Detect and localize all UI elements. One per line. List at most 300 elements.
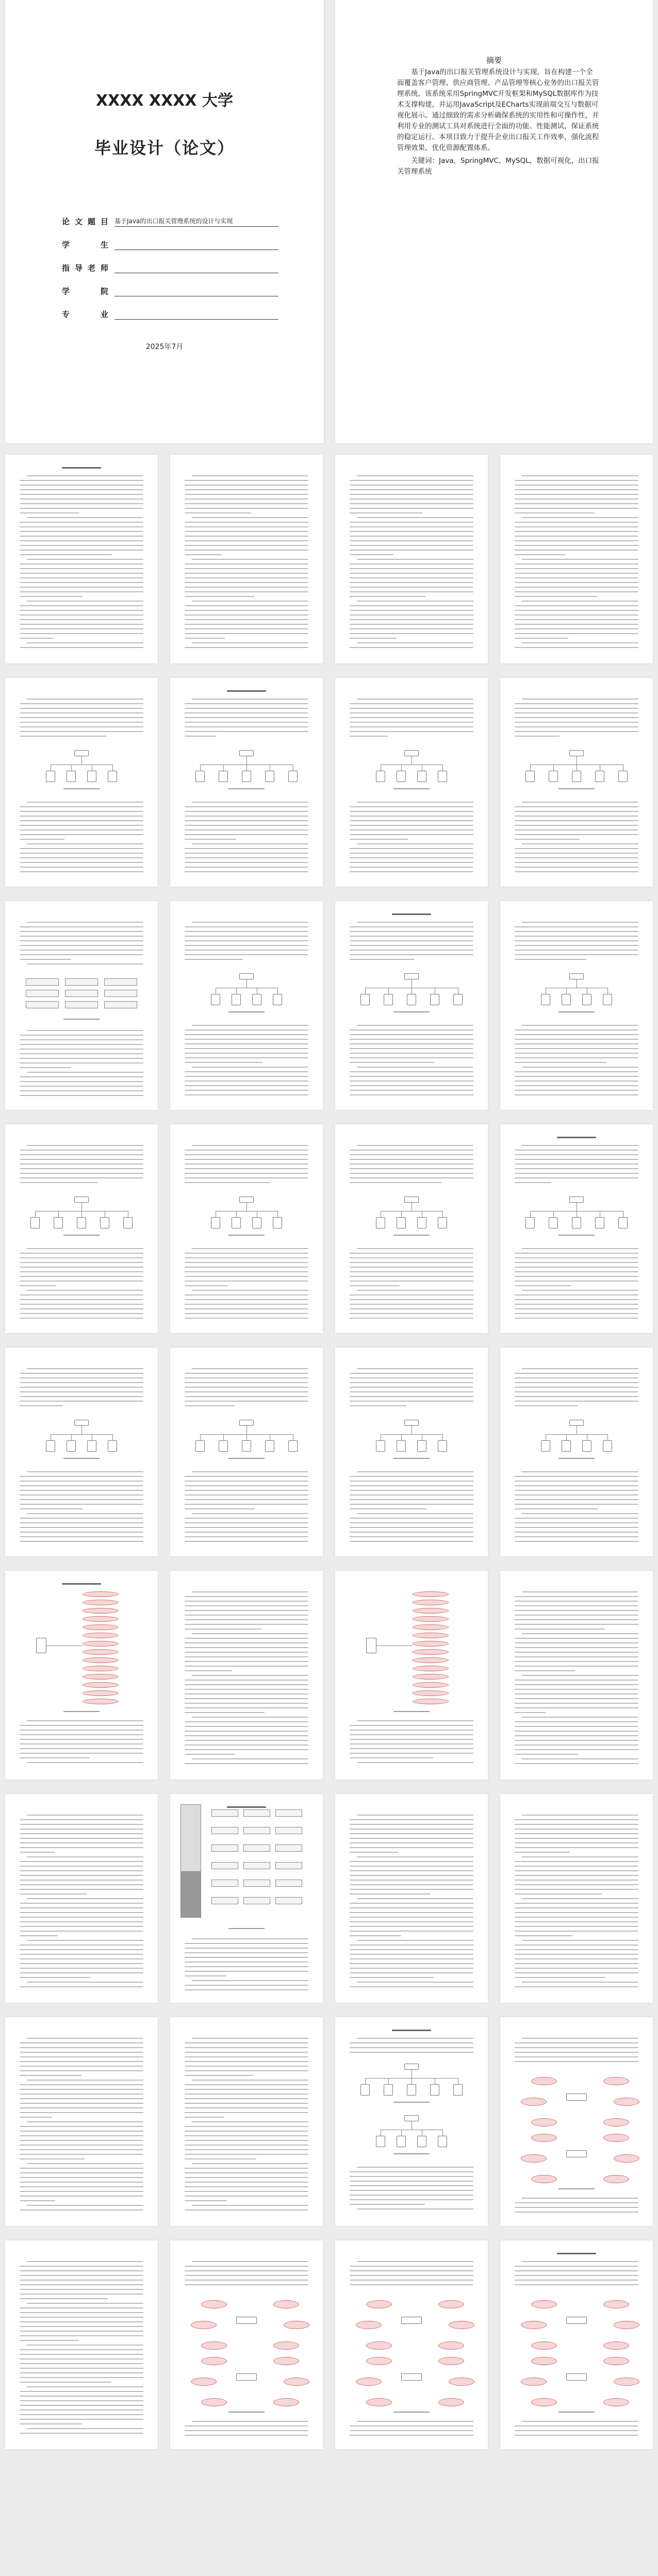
text-line (515, 1090, 638, 1091)
attribute-oval (603, 2077, 629, 2085)
text-line (515, 1164, 638, 1165)
text-line (20, 1299, 143, 1300)
text-line (515, 1656, 638, 1657)
diagram-box (104, 1001, 137, 1008)
diagram-node (360, 994, 370, 1005)
diagram-edge (401, 1434, 402, 1440)
text-line (20, 2149, 143, 2150)
text-line (350, 954, 473, 955)
diagram-edge (58, 1211, 59, 1217)
text-line (515, 610, 638, 611)
text-line (20, 1861, 143, 1862)
text-line (20, 926, 143, 927)
text-line (20, 1164, 143, 1165)
diagram-node (438, 771, 447, 782)
text-line (350, 2052, 473, 2053)
text-line (515, 2202, 638, 2203)
use-case-oval (83, 1649, 119, 1655)
text-line (185, 610, 308, 611)
diagram-node (77, 1217, 86, 1228)
attribute-oval (273, 2357, 299, 2365)
text-line (185, 726, 308, 727)
text-line (185, 1763, 308, 1764)
text-line (350, 1391, 473, 1392)
text-line (20, 2280, 143, 2281)
text-line (20, 2191, 143, 2192)
text-line (515, 540, 638, 541)
diagram-node (404, 750, 419, 756)
text-line (350, 1852, 398, 1853)
diagram-node (67, 1440, 76, 1452)
text-line (20, 2209, 143, 2211)
text-line (515, 1824, 638, 1825)
text-line (515, 1373, 638, 1374)
text-line (185, 531, 308, 532)
diagram-node (384, 994, 393, 1005)
text-line (350, 736, 388, 737)
thesis-page-thumbnail (335, 1124, 488, 1333)
thesis-page-thumbnail (5, 678, 158, 887)
text-line (185, 1304, 308, 1305)
text-line (515, 820, 638, 821)
diagram-node (87, 1440, 96, 1452)
text-line (20, 857, 143, 858)
text-line (350, 1071, 473, 1072)
thesis-page-thumbnail (5, 1571, 158, 1780)
text-line (20, 531, 143, 532)
text-line (20, 712, 143, 713)
attribute-oval (273, 2300, 299, 2308)
text-line (185, 619, 308, 620)
text-line (350, 1173, 473, 1174)
text-line (350, 1085, 473, 1086)
text-line (27, 1982, 143, 1983)
text-line (20, 1039, 143, 1040)
text-line (185, 1168, 308, 1169)
diagram-node (569, 973, 584, 979)
text-line (20, 624, 143, 625)
text-line (350, 1257, 473, 1258)
text-line (185, 498, 308, 500)
diagram-node (618, 771, 628, 782)
text-line (185, 2168, 308, 2169)
figure-caption (558, 2188, 595, 2189)
figure-caption (558, 788, 595, 789)
text-line (20, 839, 64, 840)
text-line (20, 1926, 143, 1927)
text-line (192, 2121, 308, 2122)
text-line (20, 867, 143, 868)
text-line (192, 1675, 308, 1676)
text-line (185, 1267, 308, 1268)
use-case-oval (413, 1591, 449, 1597)
text-line (515, 1485, 638, 1486)
text-line (357, 2167, 473, 2168)
text-line (20, 1734, 143, 1735)
arch-box (275, 1880, 302, 1887)
text-line (350, 1164, 473, 1165)
text-line (20, 1481, 143, 1482)
text-line (515, 1536, 638, 1537)
text-line (515, 871, 638, 872)
text-line (515, 1154, 638, 1155)
text-line (20, 1076, 143, 1077)
text-line (515, 526, 638, 527)
use-case-oval (413, 1674, 449, 1680)
diagram-edge (277, 1211, 278, 1217)
diagram-node (376, 771, 385, 782)
text-line (20, 2270, 143, 2271)
text-line (350, 2181, 473, 2182)
text-line (515, 1508, 598, 1509)
text-line (20, 1958, 143, 1959)
text-line (357, 1856, 473, 1857)
text-line (20, 1090, 143, 1091)
diagram-box (65, 1001, 98, 1008)
figure-caption (393, 2412, 430, 2413)
arch-box (275, 1897, 302, 1904)
text-line (350, 1313, 473, 1314)
diagram-node (288, 1440, 298, 1452)
text-line (192, 559, 308, 560)
text-line (515, 1763, 638, 1764)
text-line (357, 1145, 473, 1146)
text-line (20, 829, 143, 830)
text-line (192, 1248, 308, 1249)
text-line (350, 1405, 406, 1406)
text-line (20, 2047, 143, 2048)
diagram-node (525, 771, 535, 782)
text-line (185, 853, 308, 854)
text-line (515, 1396, 638, 1397)
diagram-box (26, 1001, 59, 1008)
text-line (522, 1067, 638, 1068)
text-line (522, 559, 638, 560)
diagram-node (417, 1440, 426, 1452)
attribute-oval (438, 2300, 464, 2308)
text-line (515, 1257, 638, 1258)
text-line (515, 1527, 638, 1528)
arch-box (243, 1844, 270, 1852)
text-line (515, 1852, 570, 1853)
text-line (350, 485, 473, 486)
text-line (185, 2270, 308, 2271)
thesis-page-thumbnail (335, 455, 488, 663)
text-line (515, 1029, 638, 1031)
text-line (515, 811, 638, 812)
text-line (350, 1499, 473, 1500)
diagram-edge (200, 765, 201, 771)
text-line (185, 1387, 308, 1388)
text-line (20, 614, 143, 616)
text-line (20, 2433, 143, 2434)
text-line (185, 591, 308, 592)
text-line (192, 1025, 308, 1026)
diagram-node (438, 1217, 447, 1228)
text-line (20, 2331, 143, 2332)
text-line (350, 1053, 473, 1054)
text-line (185, 2061, 308, 2062)
diagram-node (603, 994, 612, 1005)
text-line (185, 959, 243, 960)
text-line (350, 2171, 473, 2172)
text-line (522, 2421, 638, 2422)
thesis-page-thumbnail (170, 1124, 323, 1333)
text-line (20, 1725, 143, 1726)
info-label: 学 院 (62, 287, 108, 296)
text-line (515, 545, 638, 546)
arch-box (243, 1880, 270, 1887)
text-line (185, 2042, 308, 2043)
text-line (350, 531, 473, 532)
cover-date: 2025年7月 (145, 343, 184, 351)
arch-box (275, 1827, 302, 1834)
text-line (185, 811, 308, 812)
text-line (20, 1518, 143, 1519)
text-line (185, 1712, 265, 1713)
attribute-oval (438, 2398, 464, 2406)
page-heading (62, 467, 101, 469)
text-line (185, 2107, 308, 2108)
text-line (185, 1661, 308, 1662)
text-line (192, 1717, 308, 1718)
text-line (20, 1044, 143, 1045)
text-line (20, 1870, 143, 1871)
info-value: 基于Java的出口报关管理系统的设计与实现 (114, 217, 278, 227)
diagram-edge (401, 2130, 402, 2136)
text-line (185, 480, 308, 481)
text-line (27, 642, 143, 643)
text-line (20, 591, 143, 592)
info-row-title (62, 204, 278, 227)
text-line (350, 1931, 473, 1932)
text-line (185, 1601, 308, 1602)
text-line (515, 624, 638, 625)
text-line (515, 1945, 638, 1946)
text-line (185, 577, 308, 578)
text-line (185, 1159, 308, 1160)
attribute-oval (201, 2300, 227, 2308)
diagram-edge (365, 988, 366, 994)
text-line (350, 1833, 473, 1834)
info-label: 学 生 (62, 240, 108, 250)
text-line (20, 1824, 143, 1825)
text-line (185, 1081, 308, 1082)
text-line (522, 1025, 638, 1026)
diagram-node (100, 1217, 109, 1228)
diagram-node (397, 771, 406, 782)
text-line (515, 2266, 638, 2267)
text-line (515, 1721, 638, 1722)
text-line (350, 1039, 473, 1040)
text-line (350, 1536, 473, 1537)
text-line (357, 1982, 473, 1983)
text-line (350, 950, 473, 951)
text-line (350, 480, 473, 481)
text-line (515, 1490, 638, 1491)
text-line (350, 722, 473, 723)
text-line (20, 959, 71, 960)
text-line (185, 1391, 308, 1392)
text-line (192, 699, 308, 700)
attribute-oval (521, 2321, 547, 2329)
diagram-edge (566, 988, 567, 994)
text-line (515, 1294, 638, 1295)
text-line (515, 1875, 638, 1876)
text-line (20, 540, 143, 541)
text-line (350, 1870, 473, 1871)
text-line (185, 1652, 308, 1653)
text-line (192, 2038, 308, 2039)
text-line (515, 1076, 638, 1077)
text-line (515, 494, 638, 495)
text-line (20, 1154, 143, 1155)
diagram-node (265, 771, 274, 782)
text-line (357, 1248, 473, 1249)
text-line (515, 1150, 638, 1151)
text-line (357, 559, 473, 560)
text-line (192, 517, 308, 518)
text-line (185, 2172, 308, 2173)
diagram-edge (81, 756, 82, 765)
text-line (522, 699, 638, 700)
text-line (350, 2275, 473, 2276)
text-line (350, 1949, 473, 1950)
arch-box (211, 1880, 238, 1887)
text-line (515, 1661, 638, 1662)
text-line (20, 1067, 71, 1068)
text-line (20, 2284, 143, 2285)
thesis-page-thumbnail (170, 2017, 323, 2226)
text-line (185, 816, 308, 817)
text-line (350, 1285, 400, 1286)
text-line (350, 806, 473, 807)
text-line (185, 1405, 235, 1406)
attribute-oval (603, 2357, 629, 2365)
text-line (185, 1164, 308, 1165)
text-line (20, 2363, 143, 2364)
entity-box (401, 2373, 422, 2381)
text-line (20, 2423, 82, 2424)
text-line (185, 485, 308, 486)
text-line (515, 1619, 638, 1620)
text-line (20, 1968, 143, 1969)
diagram-edge (81, 1203, 82, 1211)
text-line (185, 2149, 308, 2150)
text-line (515, 1541, 638, 1542)
attribute-oval (531, 2175, 557, 2183)
text-line (27, 1368, 143, 1369)
text-line (522, 2198, 638, 2199)
text-line (27, 699, 143, 700)
text-line (185, 1029, 308, 1031)
text-line (515, 1647, 638, 1648)
text-line (350, 1824, 473, 1825)
text-line (350, 582, 473, 583)
text-line (20, 1880, 143, 1881)
diagram-node (404, 2064, 419, 2070)
text-line (350, 1829, 473, 1830)
text-line (185, 1396, 308, 1397)
thesis-page-thumbnail (335, 2240, 488, 2449)
diagram-node (417, 2136, 426, 2147)
text-line (20, 2382, 111, 2383)
text-line (350, 1076, 473, 1077)
text-line (185, 522, 308, 523)
text-line (185, 703, 308, 704)
text-line (515, 536, 638, 537)
text-line (515, 1605, 638, 1606)
text-line (185, 1689, 308, 1690)
text-line (185, 1508, 255, 1509)
text-line (20, 2377, 143, 2378)
text-line (515, 717, 638, 718)
text-line (185, 2047, 308, 2048)
text-line (350, 2199, 473, 2200)
text-line (515, 1159, 638, 1160)
text-line (20, 940, 143, 941)
text-line (20, 494, 143, 495)
text-line (20, 950, 143, 951)
text-line (522, 1982, 638, 1983)
use-case-oval (83, 1600, 119, 1605)
text-line (20, 717, 143, 718)
text-line (185, 563, 308, 564)
text-line (20, 1168, 143, 1169)
diagram-node (376, 2136, 385, 2147)
text-line (185, 931, 308, 932)
diagram-edge (71, 1434, 72, 1440)
attribute-oval (438, 2341, 464, 2350)
diagram-node (239, 750, 254, 756)
diagram-node (417, 1217, 426, 1228)
thesis-page-thumbnail (500, 1794, 653, 2003)
diagram-node (211, 1217, 220, 1228)
diagram-node (582, 994, 591, 1005)
thesis-page-thumbnail (500, 1348, 653, 1556)
text-line (20, 1884, 143, 1885)
diagram-node (438, 2136, 447, 2147)
text-line (350, 1382, 473, 1383)
diagram-node (541, 994, 550, 1005)
text-line (20, 1150, 143, 1151)
text-line (20, 1743, 143, 1744)
text-line (185, 587, 308, 588)
text-line (185, 1253, 308, 1254)
text-line (350, 1893, 431, 1894)
entity-box (566, 2373, 587, 2381)
text-line (185, 1294, 308, 1295)
figure-caption (558, 1011, 595, 1012)
text-line (27, 2205, 143, 2206)
text-line (357, 2038, 473, 2039)
diagram-node (265, 1440, 274, 1452)
diagram-edge (223, 1434, 224, 1440)
text-line (185, 1541, 308, 1542)
text-line (515, 1596, 638, 1597)
abstract-title: 摘要 (486, 56, 502, 65)
text-line (350, 1889, 473, 1890)
text-line (185, 926, 308, 927)
text-line (20, 1173, 143, 1174)
text-line (20, 1986, 143, 1987)
use-case-oval (413, 1649, 449, 1655)
text-line (515, 1267, 638, 1268)
diagram-edge (277, 988, 278, 994)
text-line (350, 940, 473, 941)
attribute-oval (201, 2398, 227, 2406)
attribute-oval (531, 2357, 557, 2365)
